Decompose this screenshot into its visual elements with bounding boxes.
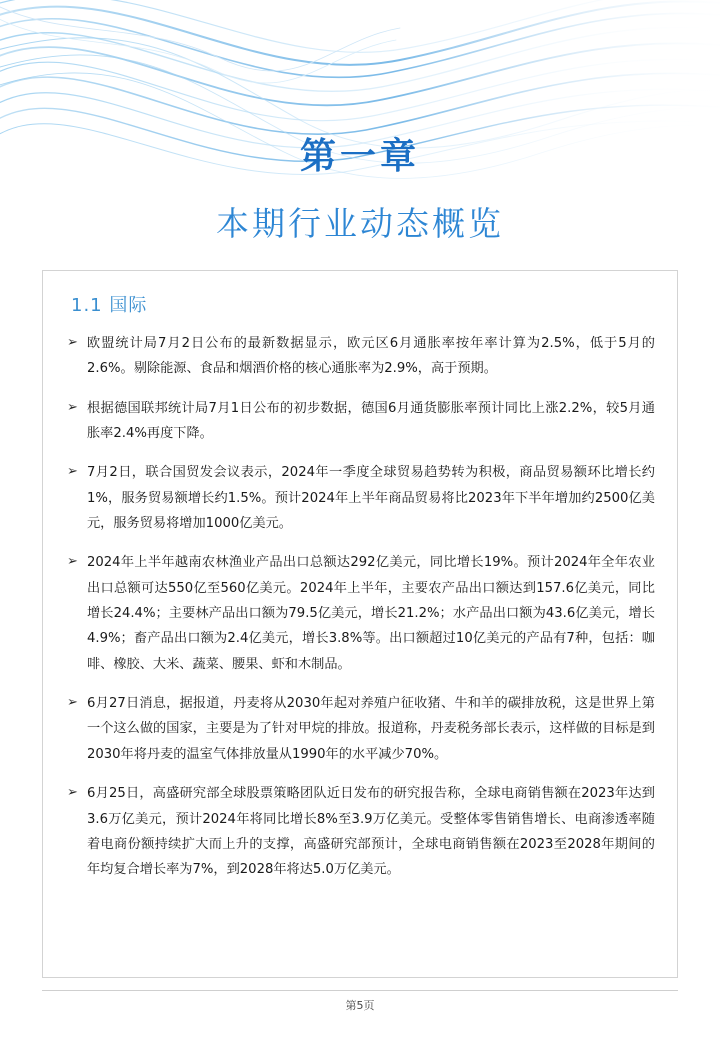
page-number: 第5页 <box>345 999 375 1012</box>
list-item-text: 6月27日消息，据报道，丹麦将从2030年起对养殖户征收猪、牛和羊的碳排放税，这是世界上第一个这么做的国家，主要是为了针对甲烷的排放。报道称，丹麦税务部长表示，这样做的目标是到2030年将丹麦的温室气体排放量从1990年的水平减少70%。 <box>87 696 655 762</box>
list-item <box>65 396 655 447</box>
section-heading: 1.1 国际 <box>71 295 148 316</box>
list-item <box>65 460 655 536</box>
arrow-bullet-icon: ➢ <box>67 695 78 711</box>
list-item <box>65 331 655 382</box>
list-item <box>65 550 655 677</box>
chapter-title: 第一章 <box>299 136 420 177</box>
arrow-bullet-icon: ➢ <box>67 785 78 801</box>
content-card <box>42 270 678 978</box>
arrow-bullet-icon: ➢ <box>67 464 78 480</box>
list-item <box>65 781 655 882</box>
footer-divider <box>42 990 678 991</box>
list-item-text: 6月25日，高盛研究部全球股票策略团队近日发布的研究报告称，全球电商销售额在2023年达到3.6万亿美元，预计2024年将同比增长8%至3.9万亿美元。受整体零售销售增长、电商渗透率随着电商份额持续扩大而上升的支撑，高盛研究部预计，全球电商销售额在2023至2028年期间的年均复合增长率为7%，到2028年将达5.0万亿美元。 <box>87 786 655 878</box>
arrow-bullet-icon: ➢ <box>67 554 78 570</box>
arrow-bullet-icon: ➢ <box>67 399 78 415</box>
arrow-bullet-icon: ➢ <box>67 335 78 350</box>
list-item-text: 根据德国联邦统计局7月1日公布的初步数据，德国6月通货膨胀率预计同比上涨2.2%，较5月通胀率2.4%再度下降。 <box>87 400 655 442</box>
list-item-text: 2024年上半年越南农林渔业产品出口总额达292亿美元，同比增长19%。预计2024年全年农业出口总额可达550亿至560亿美元。2024年上半年，主要农产品出口额达到157.6亿美元，同比增长24.4%；主要林产品出口额为79.5亿美元，增长21.2%；水产品出口额为43.6亿美元，增长4.9%；畜产品出口额为2.4亿美元，增长3.8%等。出口额超过10亿美元的产品有7种，包括：咖啡、橡胶、大米、蔬菜、腰果、虾和木制品。 <box>87 555 655 672</box>
list-item-text: 7月2日，联合国贸发会议表示，2024年一季度全球贸易趋势转为积极，商品贸易额环比增长约1%，服务贸易额增长约1.5%。预计2024年上半年商品贸易将比2023年下半年增加约2500亿美元，服务贸易将增加1000亿美元。 <box>87 465 655 532</box>
bullet-list <box>65 331 655 883</box>
list-item-text: 欧盟统计局7月2日公布的最新数据显示，欧元区6月通胀率按年率计算为2.5%，低于5月的2.6%。剔除能源、食品和烟酒价格的核心通胀率为2.9%，高于预期。 <box>87 336 655 377</box>
chapter-subtitle: 本期行业动态概览 <box>216 204 504 243</box>
list-item <box>65 691 655 767</box>
